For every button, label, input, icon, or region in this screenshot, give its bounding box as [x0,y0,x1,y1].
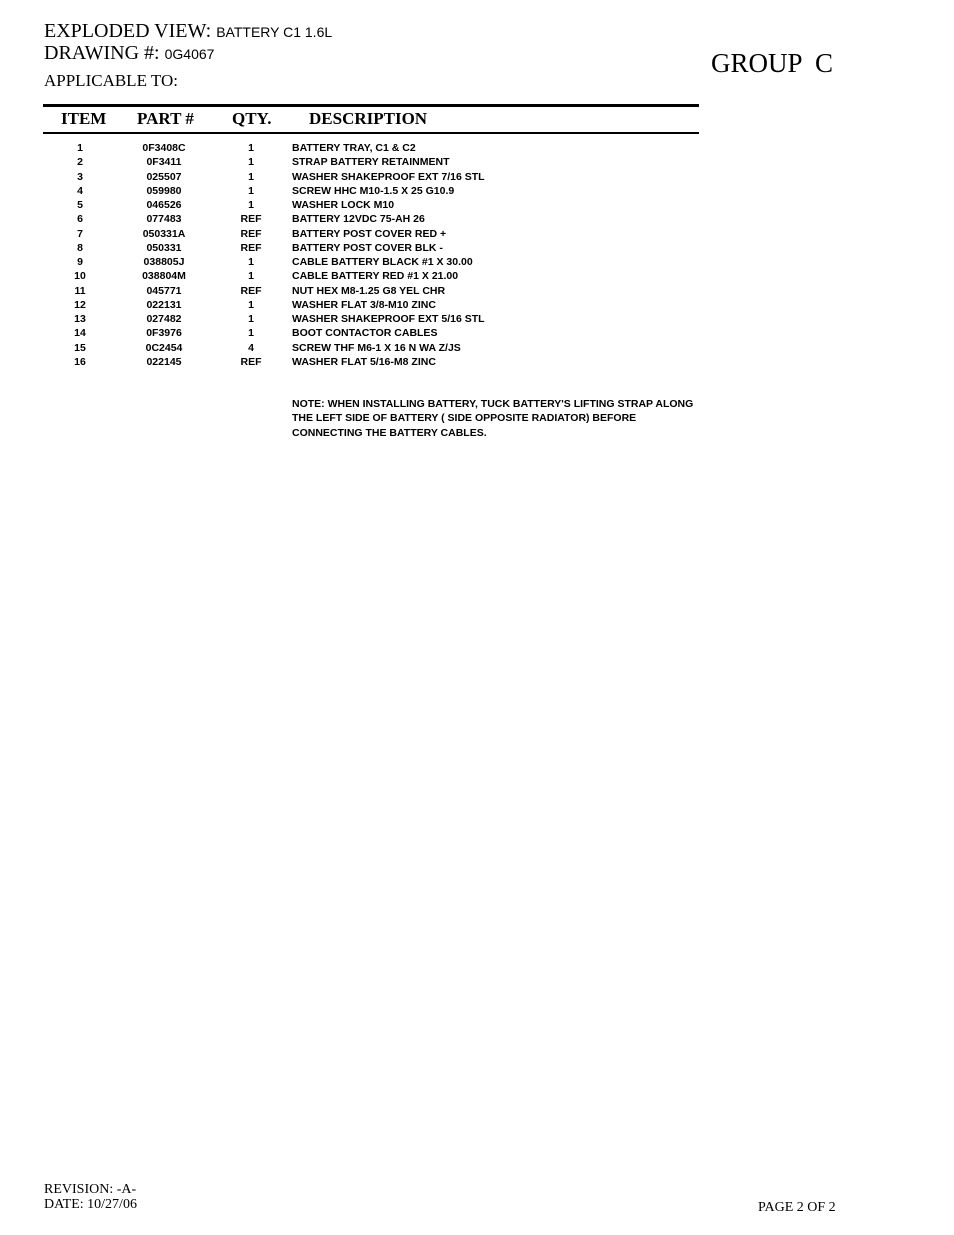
part-number: 077483 [146,213,182,226]
description: SCREW THF M6-1 X 16 N WA Z/JS [292,341,461,354]
installation-note [292,397,712,440]
revision-label: REVISION: [44,1182,114,1197]
description: WASHER SHAKEPROOF EXT 7/16 STL [292,170,485,183]
quantity: REF [240,227,262,240]
table-top-rule [43,104,699,107]
exploded-view-label: EXPLODED VIEW: [44,20,212,42]
quantity: 1 [248,327,254,340]
item-number: 3 [77,170,83,183]
part-number: 0C2454 [145,341,183,354]
description: CABLE BATTERY RED #1 X 21.00 [292,270,459,283]
part-number: 0F3408C [142,142,186,154]
column-header-part: PART # [137,109,194,128]
table-row [0,198,954,212]
item-number: 16 [74,355,86,368]
item-number: 4 [77,184,83,197]
description: STRAP BATTERY RETAINMENT [292,156,450,169]
quantity: 1 [248,142,254,154]
item-number: 10 [74,270,86,283]
revision [44,1182,136,1198]
part-number: 0F3411 [146,156,182,169]
description: BATTERY POST COVER BLK - [292,241,443,254]
column-header-description: DESCRIPTION [309,109,428,128]
quantity: 1 [248,298,254,311]
part-number: 045771 [146,284,182,297]
item-number: 6 [77,213,83,226]
table-row [0,355,954,369]
table-row [0,284,954,298]
item-number: 2 [77,156,83,169]
table-row [0,141,954,155]
description: BOOT CONTACTOR CABLES [292,327,438,340]
part-number: 022145 [146,355,182,368]
item-number: 1 [77,142,83,154]
quantity: 1 [248,170,254,183]
item-number: 8 [77,241,83,254]
description: BATTERY POST COVER RED + [292,227,447,240]
part-number: 050331A [142,227,186,240]
description: WASHER FLAT 3/8-M10 ZINC [292,298,436,311]
description: NUT HEX M8-1.25 G8 YEL CHR [292,284,446,297]
description: BATTERY TRAY, C1 & C2 [292,142,416,154]
table-row [0,227,954,241]
table-row [0,326,954,340]
note-line: NOTE: WHEN INSTALLING BATTERY, TUCK BATTERY'S LIFTING STRAP ALONG [292,398,694,410]
date-label: DATE: [44,1197,84,1212]
drawing-label: DRAWING #: [44,42,160,64]
table-row [0,255,954,269]
quantity: 1 [248,199,254,211]
item-number: 7 [77,227,83,240]
item-number: 12 [74,298,86,311]
part-number: 050331 [146,241,182,254]
applicable-to-label: APPLICABLE TO: [44,71,178,90]
quantity: 1 [248,156,254,169]
drawing-value: 0G4067 [164,46,215,62]
quantity: REF [240,284,262,297]
quantity: 1 [248,270,254,283]
table-row [0,212,954,226]
description: CABLE BATTERY BLACK #1 X 30.00 [292,256,473,268]
date-value: 10/27/06 [87,1197,137,1212]
description: SCREW HHC M10-1.5 X 25 G10.9 [292,184,455,197]
item-number: 5 [77,199,83,211]
table-row [0,269,954,283]
quantity: 1 [248,256,254,268]
part-number: 038805J [143,256,185,268]
table-row [0,312,954,326]
description: BATTERY 12VDC 75-AH 26 [292,213,425,226]
table-row [0,155,954,169]
exploded-view-title [44,20,332,43]
item-number: 11 [74,284,86,297]
item-number: 14 [74,327,86,340]
table-row [0,298,954,312]
table-row [0,184,954,198]
table-row [0,341,954,355]
item-number: 13 [74,313,86,325]
item-number: 9 [77,256,83,268]
description: WASHER SHAKEPROOF EXT 5/16 STL [292,313,485,325]
table-header-rule [43,132,699,134]
part-number: 027482 [146,313,182,325]
item-number: 15 [74,341,86,354]
parts-table-body [0,141,954,369]
quantity: REF [240,355,262,368]
column-header-item: ITEM [61,109,107,128]
part-number: 0F3976 [146,327,182,340]
quantity: REF [240,241,262,254]
description: WASHER FLAT 5/16-M8 ZINC [292,355,436,368]
group-label: GROUP C [711,48,834,78]
part-number: 022131 [146,298,182,311]
quantity: 1 [248,313,254,325]
part-number: 025507 [146,170,182,183]
part-number: 038804M [142,270,186,283]
note-line: CONNECTING THE BATTERY CABLES. [292,426,487,439]
part-number: 046526 [146,199,182,211]
quantity: REF [240,213,262,226]
page-number: PAGE 2 OF 2 [758,1200,836,1215]
column-header-qty: QTY. [232,109,272,128]
revision-value: -A- [116,1182,137,1197]
date [44,1197,137,1213]
table-row [0,241,954,255]
quantity: 1 [248,184,254,197]
part-number: 059980 [146,184,182,197]
exploded-view-value: BATTERY C1 1.6L [216,24,333,40]
drawing-number [44,42,214,65]
note-line: THE LEFT SIDE OF BATTERY ( SIDE OPPOSITE RADIATOR) BEFORE [292,412,637,425]
table-row [0,170,954,184]
quantity: 4 [248,341,254,354]
description: WASHER LOCK M10 [292,199,395,211]
